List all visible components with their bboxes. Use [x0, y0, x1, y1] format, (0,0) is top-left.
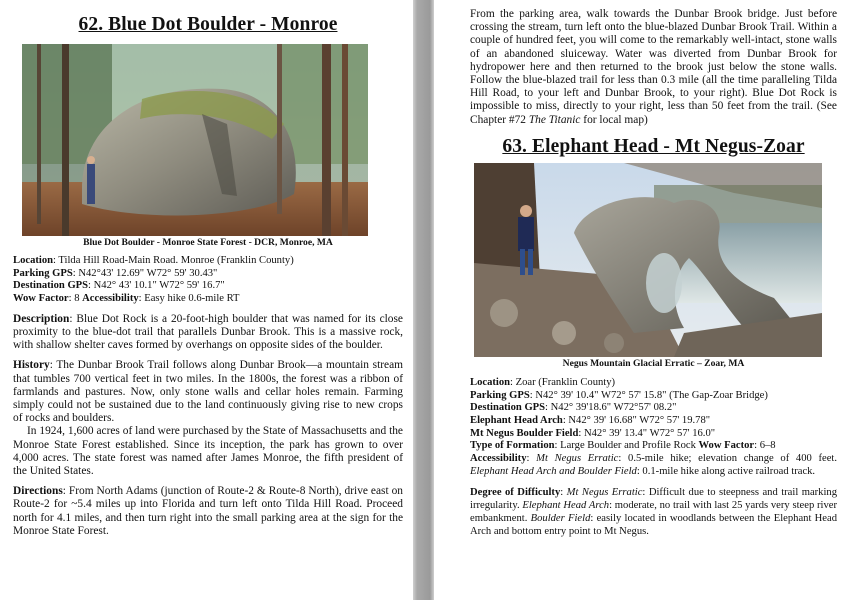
left-description: Description: Blue Dot Rock is a 20-foot-high boulder that was named for its close proximity to the blue-dot trail that parallels Dunbar Brook. This is a massive rock, with shallow shelter caves formed by overhangs on opposite sides of the boulder. — [13, 312, 403, 352]
right-destination-gps: Destination GPS: N42° 39'18.6" W72°57' 08.2" — [470, 402, 677, 414]
blue-dot-boulder-photo — [22, 44, 368, 236]
right-page — [434, 0, 847, 600]
right-boulder-field: Mt Negus Boulder Field: N42° 39' 13.4" W72° 57' 16.0" — [470, 427, 716, 439]
left-directions: Directions: From North Adams (junction of Route-2 & Route-8 North), drive east on Route-2 for ~5.4 miles up into Florida and turn left onto Tilda Hill Road. Proceed north for 4.1 miles, and then turn right into the small parking area at the sign for the Monroe State Forest. — [13, 485, 403, 537]
right-intro-paragraph: From the parking area, walk towards the Dunbar Brook bridge. Just before crossing the stream, turn left onto the blue-blazed Dunbar Brook Trail. Within a couple of hundred feet, you will come to the remarkably well-intact, stone walls of an abandoned sluiceway. Water was diverted from Dunbar Brook for hydropower here and then returned to the brook just below the stone walls. Follow the blue-blazed trail for less than 0.3 mile (all the time paralleling Tilda Hill Road, to your left and Dunbar Brook, to your right). Blue Dot Rock is impossible to miss, directly to your right, less than 50 feet from the trail. (See Chapter #72 The Titanic for local map) — [470, 8, 837, 126]
left-page — [0, 0, 413, 600]
left-parking-gps: Parking GPS: N42°43' 12.69" W72° 59' 30.43" — [13, 267, 218, 279]
right-parking-gps: Parking GPS: N42° 39' 10.4" W72° 57' 15.8" (The Gap-Zoar Bridge) — [470, 389, 768, 401]
right-location: Location: Zoar (Franklin County) — [470, 376, 616, 388]
left-history-continued: In 1924, 1,600 acres of land were purchased by the State of Massachusetts and the Monroe State Forest established. Since its inception, the park has grown to over 4,000 acres. The state forest was named after James Monroe, the fifth president of the United States. — [13, 425, 403, 478]
page-gutter — [413, 0, 434, 600]
elephant-head-photo — [474, 163, 822, 357]
right-difficulty: Degree of Difficulty: Mt Negus Erratic: Difficult due to steepness and trail marking irregularity. Elephant Head Arch: moderate, no trail with last 25 yards very steep river embankment. Boulder Field: easily located in woodlands between the Elephant Head Arch and bottom entry point to Mt Negus. — [470, 487, 838, 537]
left-history: History: The Dunbar Brook Trail follows along Dunbar Brook—a mountain stream that tumbles 700 vertical feet in two miles. In the 1800s, the forest was a ribbon of farmlands and pastures. Now, only stone walls and cellar holes remain. Farming simply could not be sustained due to the land continuously giving rise to new crops of rocks and boulders. — [13, 359, 403, 425]
right-photo-caption: Negus Mountain Glacial Erratic – Zoar, MA — [562, 357, 745, 369]
right-accessibility: Accessibility: Mt Negus Erratic: 0.5-mile hike; elevation change of 400 feet. Elephant Head Arch and Boulder Field: 0.1-mile hike along active railroad track. — [470, 453, 838, 477]
left-destination-gps: Destination GPS: N42° 43' 10.1" W72° 59' 16.7" — [13, 280, 225, 292]
left-photo-caption: Blue Dot Boulder - Monroe State Forest - DCR, Monroe, MA — [83, 237, 333, 248]
right-formation: Type of Formation: Large Boulder and Profile Rock Wow Factor: 6–8 — [470, 440, 776, 452]
right-elephant-head-arch: Elephant Head Arch: N42° 39' 16.68" W72° 57' 19.78" — [470, 414, 711, 426]
left-page-title: 62. Blue Dot Boulder - Monroe — [78, 14, 338, 35]
right-page-title: 63. Elephant Head - Mt Negus-Zoar — [502, 135, 805, 157]
left-location: Location: Tilda Hill Road-Main Road. Monroe (Franklin County) — [13, 255, 294, 266]
left-wow-accessibility: Wow Factor: 8 Accessibility: Easy hike 0.6-mile RT — [13, 293, 240, 305]
